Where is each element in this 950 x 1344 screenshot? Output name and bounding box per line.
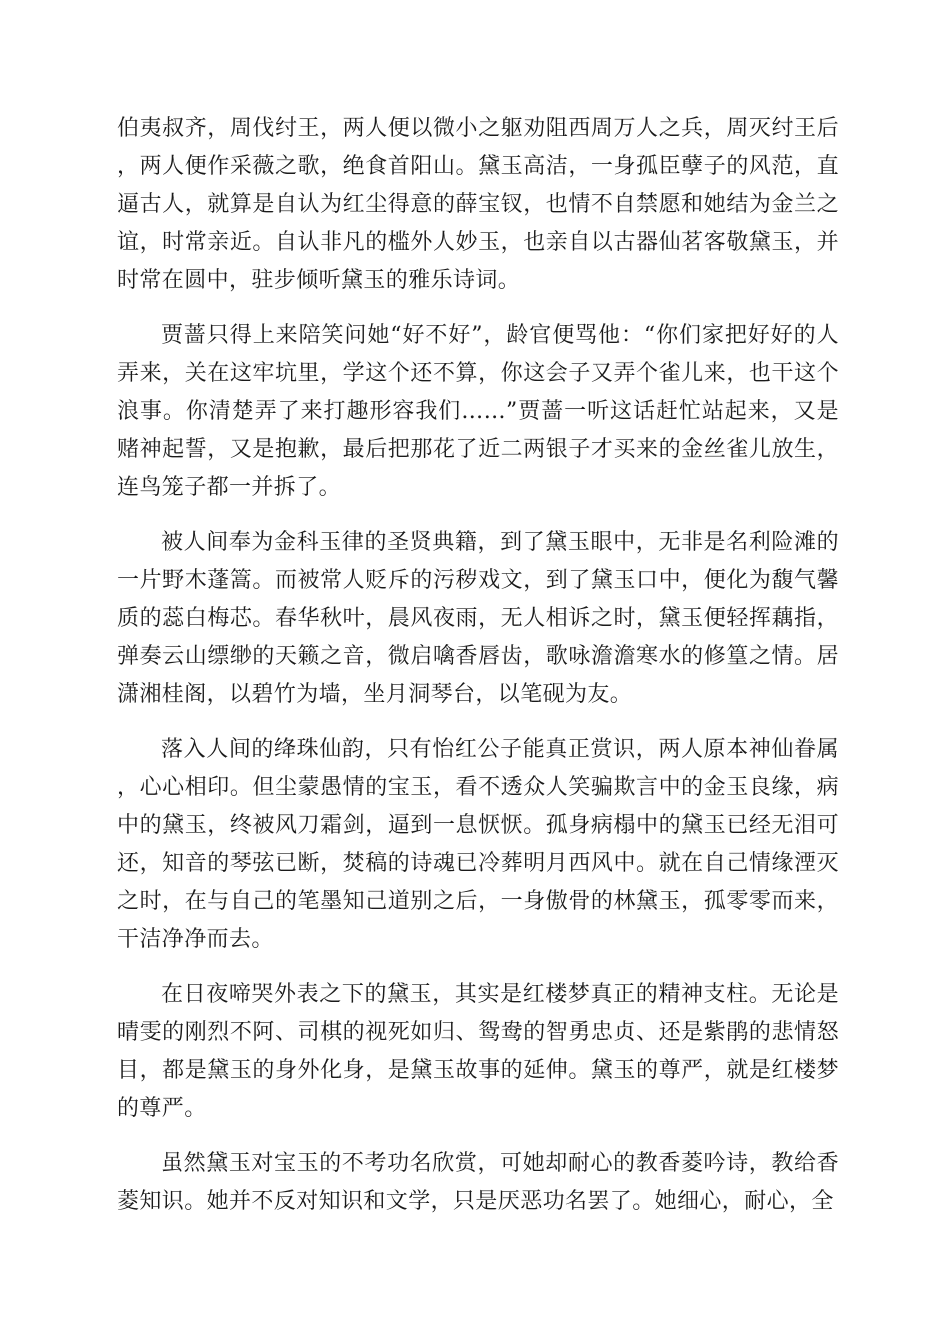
document-body [117,110,839,1221]
paragraph-6: 虽然黛玉对宝玉的不考功名欣赏，可她却耐心的教香菱吟诗，教给香菱知识。她并不反对知识和文学，只是厌恶功名罢了。她细心，耐心，全 [117,1151,839,1214]
paragraph-3: 被人间奉为金科玉律的圣贤典籍，到了黛玉眼中，无非是名利险滩的一片野木蓬篙。而被常人贬斥的污秽戏文，到了黛玉口中，便化为馥气馨质的蕊白梅芯。春华秋叶，晨风夜雨，无人相诉之时，黛玉便轻挥藕指，弹奏云山缥缈的天籁之音，微启噙香唇齿，歌咏澹澹寒水的修篁之情。居潇湘桂阁，以碧竹为墙，坐月洞琴台，以笔砚为友。 [117,530,839,707]
paragraph-4: 落入人间的绛珠仙韵，只有怡红公子能真正赏识，两人原本神仙眷属，心心相印。但尘蒙愚情的宝玉，看不透众人笑骗欺言中的金玉良缘，病中的黛玉，终被风刀霜剑，逼到一息恹恹。孤身病榻中的黛玉已经无泪可还，知音的琴弦已断，焚稿的诗魂已冷葬明月西风中。就在自己情缘湮灭之时，在与自己的笔墨知己道别之后，一身傲骨的林黛玉，孤零零而来，干洁净净而去。 [117,737,839,952]
paragraph-1: 伯夷叔齐，周伐纣王，两人便以微小之躯劝阻西周万人之兵，周灭纣王后，两人便作采薇之歌，绝食首阳山。黛玉高洁，一身孤臣孽子的风范，直逼古人，就算是自认为红尘得意的薛宝钗，也情不自禁愿和她结为金兰之谊，时常亲近。自认非凡的槛外人妙玉，也亲自以古器仙茗客敬黛玉，并时常在圆中，驻步倾听黛玉的雅乐诗词。 [117,116,839,293]
paragraph-2: 贾蔷只得上来陪笑问她“好不好”，龄官便骂他：“你们家把好好的人弄来，关在这牢坑里，学这个还不算，你这会子又弄个雀儿来，也干这个浪事。你清楚弄了来打趣形容我们……”贾蔷一听这话赶忙站起来，又是赌神起誓，又是抱歉，最后把那花了近二两银子才买来的金丝雀儿放生，连鸟笼子都一并拆了。 [117,323,839,500]
paragraph-5: 在日夜啼哭外表之下的黛玉，其实是红楼梦真正的精神支柱。无论是晴雯的刚烈不阿、司棋的视死如归、鸳鸯的智勇忠贞、还是紫鹃的悲情怒目，都是黛玉的身外化身，是黛玉故事的延伸。黛玉的尊严，就是红楼梦的尊严。 [117,982,839,1121]
